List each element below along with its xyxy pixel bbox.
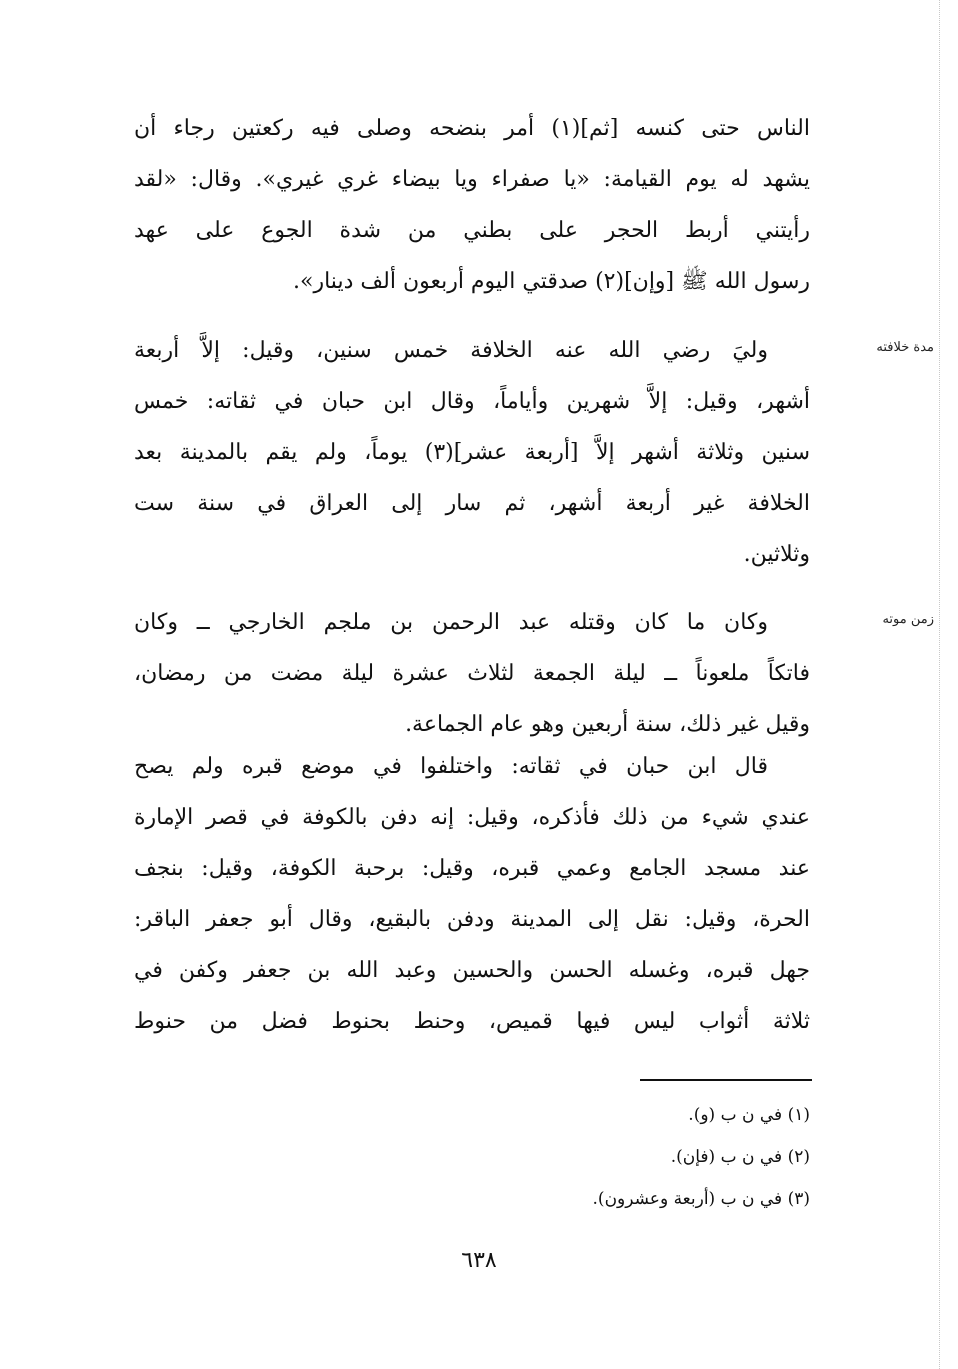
text-line: جهل قبره، وغسله الحسن والحسين وعبد الله بن جعفر وكفن في: [134, 958, 810, 983]
text-line: أشهر، وقيل: إلاَّ شهرين وأياماً، وقال ابن حبان في ثقاته: خمس: [134, 389, 810, 414]
text-line: وليَ رضي الله عنه الخلافة خمس سنين، وقيل: إلاَّ أربعة: [134, 338, 768, 363]
paragraph-1: [134, 103, 810, 307]
text-line: الناس حتى كنسه [ثم](١) أمر بنضحه وصلى فيه ركعتين رجاء أن: [134, 116, 810, 141]
text-line: ثلاثة أثواب ليس فيها قميص، وحنط بحنوط فضل من حنوط: [134, 1009, 810, 1034]
margin-note-time-of-death: زمن موته: [882, 612, 934, 627]
footnotes: [593, 1094, 810, 1220]
paragraph-4: [134, 741, 810, 1047]
footnote-3: (٣) في ن ب (أربعة وعشرون).: [592, 1189, 810, 1209]
text-line: عندي شيء من ذلك فأذكره، وقيل: إنه دفن بالكوفة في قصر الإمارة: [134, 805, 810, 830]
text-line: الخلافة غير أربعة أشهر، ثم سار إلى العراق في سنة ست: [134, 491, 810, 516]
footnote-1: (١) في ن ب (و).: [688, 1105, 810, 1125]
text-line: وقيل غير ذلك، سنة أربعين وهو عام الجماعة.: [405, 712, 810, 737]
text-line: قال ابن حبان في ثقاته: واختلفوا في موضع قبره ولم يصح: [134, 754, 768, 779]
text-line: رأيتني أربط الحجر على بطني من شدة الجوع على عهد: [134, 218, 810, 243]
text-line: وثلاثين.: [743, 542, 810, 567]
paragraph-2: [134, 325, 810, 580]
text-line: فاتكاً ملعوناً ــ ليلة الجمعة لثلاث عشرة ليلة مضت من رمضان،: [134, 661, 810, 686]
paragraph-3: [134, 597, 810, 750]
text-line: عند مسجد الجامع وعمي قبره، وقيل: برحبة الكوفة، وقيل: بنجف: [134, 856, 810, 881]
text-line: يشهد له يوم القيامة: «يا صفراء ويا بيضاء غري غيري». وقال: «لقد: [134, 167, 810, 192]
footnote-divider: [640, 1079, 812, 1081]
text-line: سنين وثلاثة أشهر إلاَّ [أربعة عشر](٣) يوماً، ولم يقم بالمدينة بعد: [134, 440, 810, 465]
page-number: ٦٣٨: [461, 1248, 497, 1273]
text-line: رسول الله ﷺ [وإن](٢) صدقتي اليوم أربعون ألف دينار».: [293, 269, 810, 294]
footnote-2: (٢) في ن ب (فإن).: [670, 1147, 810, 1167]
margin-note-caliphate-duration: مدة خلافته: [876, 340, 934, 355]
text-line: الحرة، وقيل: نقل إلى المدينة ودفن بالبقيع، وقال أبو جعفر الباقر:: [134, 907, 810, 932]
text-line: وكان ما كان وقتله عبد الرحمن بن ملجم الخارجي ــ وكان: [134, 610, 768, 635]
scan-edge: [938, 0, 940, 1369]
